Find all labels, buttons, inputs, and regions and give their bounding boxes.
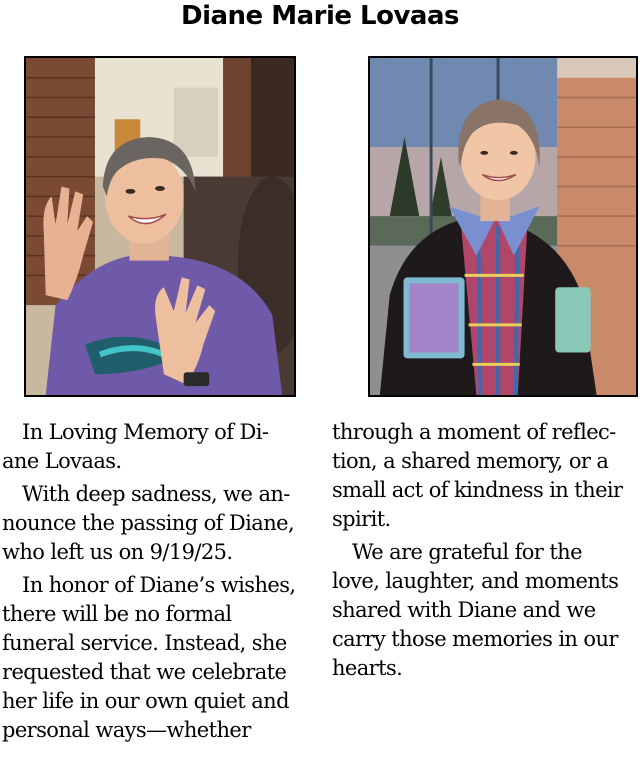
text-line: love, laughter, and moments	[332, 569, 619, 593]
text-line: personal ways—whether	[2, 718, 251, 742]
obituary-text-right-column	[332, 418, 640, 683]
text-line: tion, a shared memory, or a	[332, 449, 609, 473]
text-line: spirit.	[332, 507, 391, 531]
text-line: With deep sadness, we an-	[22, 482, 290, 506]
text-line: carry those memories in our	[332, 627, 618, 651]
portrait-image-outdoors	[370, 58, 636, 395]
text-line: through a moment of reflec-	[332, 420, 616, 444]
portrait-image-waving	[26, 58, 294, 395]
photo-diane-outdoors	[368, 56, 638, 397]
text-line: her life in our own quiet and	[2, 689, 289, 713]
text-line: ane Lovaas.	[2, 449, 122, 473]
text-line: shared with Diane and we	[332, 598, 596, 622]
text-line: We are grateful for the	[352, 540, 582, 564]
photo-diane-waving	[24, 56, 296, 397]
text-line: small act of kindness in their	[332, 478, 623, 502]
text-line: who left us on 9/19/25.	[2, 540, 233, 564]
text-line: funeral service. Instead, she	[2, 631, 287, 655]
text-line: In Loving Memory of Di-	[22, 420, 269, 444]
text-line: there will be no formal	[2, 602, 232, 626]
text-line: hearts.	[332, 656, 403, 680]
text-line: nounce the passing of Diane,	[2, 511, 295, 535]
obituary-text-left-column	[2, 418, 310, 745]
obituary-title: Diane Marie Lovaas	[180, 1, 459, 31]
text-line: In honor of Diane’s wishes,	[22, 573, 296, 597]
text-line: requested that we celebrate	[2, 660, 287, 684]
